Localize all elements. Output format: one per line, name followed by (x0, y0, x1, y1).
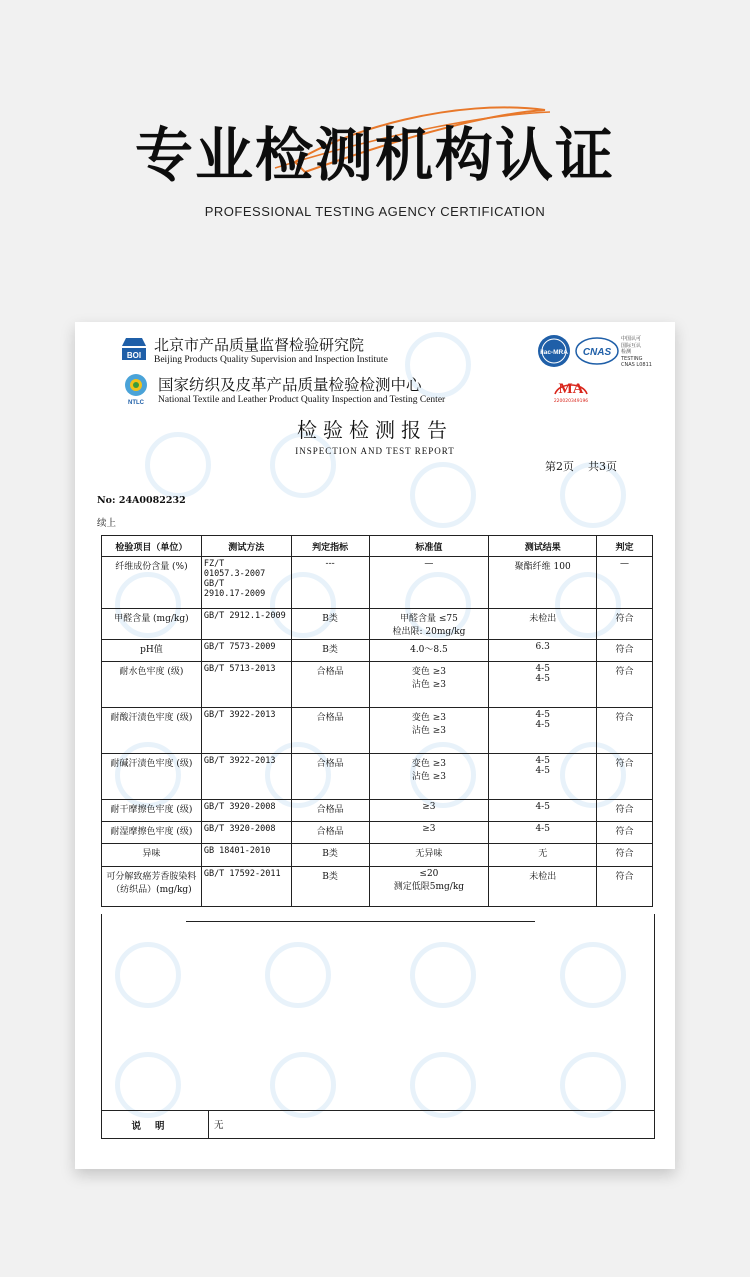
cell-criterion: 合格品 (291, 662, 369, 708)
org1-name-cn: 北京市产品质量监督检验研究院 (154, 336, 365, 354)
report-title-en: INSPECTION AND TEST REPORT (295, 446, 455, 456)
table-header-row (102, 536, 653, 557)
cell-criterion: B类 (291, 640, 369, 662)
cell-result: 4-5 4-5 (489, 754, 597, 800)
table-row (102, 844, 653, 867)
watermark-seal-icon (410, 462, 476, 528)
cell-item: 耐干摩擦色牢度 (级) (102, 800, 202, 822)
hero-subtitle: PROFESSIONAL TESTING AGENCY CERTIFICATION (204, 204, 546, 219)
cell-verdict: 符合 (597, 640, 653, 662)
cell-verdict: 符合 (597, 822, 653, 844)
header-result: 测试结果 (489, 536, 597, 557)
cell-verdict: — (597, 557, 653, 609)
table-row (102, 867, 653, 907)
boi-logo-icon (120, 336, 148, 364)
cell-method: FZ/T 01057.3-2007 GB/T 2910.17-2009 (201, 557, 291, 609)
cell-verdict: 符合 (597, 867, 653, 907)
cma-mark-text: MA (558, 381, 584, 397)
cell-standard: ≥3 (369, 800, 489, 822)
cnas-icon (575, 336, 619, 366)
cell-result: 无 (489, 844, 597, 867)
table-row (102, 708, 653, 754)
blank-area (101, 914, 655, 1110)
cell-standard: 变色 ≥3 沾色 ≥3 (369, 662, 489, 708)
cell-standard: — (369, 557, 489, 609)
ilac-mra-icon (537, 334, 571, 368)
table-row (102, 800, 653, 822)
cell-result: 6.3 (489, 640, 597, 662)
cell-criterion: 合格品 (291, 822, 369, 844)
cell-criterion: 合格品 (291, 800, 369, 822)
remarks-value: 无 (214, 1120, 224, 1131)
cnas-text: CNAS (582, 347, 612, 358)
table-row (102, 754, 653, 800)
cell-criterion: B类 (291, 867, 369, 907)
table-row (102, 662, 653, 708)
header-item: 检验项目（单位） (102, 536, 202, 557)
cell-standard: ≤20 测定低限5mg/kg (369, 867, 489, 907)
ilac-mra-text: ilac-MRA (540, 349, 568, 356)
report-sheet (75, 322, 675, 1169)
cell-method: GB 18401-2010 (201, 844, 291, 867)
cell-method: GB/T 3922-2013 (201, 708, 291, 754)
cell-criterion: 合格品 (291, 754, 369, 800)
cell-standard: 变色 ≥3 沾色 ≥3 (369, 754, 489, 800)
hero-title: 专业检测机构认证 (134, 121, 615, 189)
table-row (102, 557, 653, 609)
cell-criterion: B类 (291, 844, 369, 867)
cell-item: 耐水色牢度 (级) (102, 662, 202, 708)
cell-method: GB/T 3920-2008 (201, 822, 291, 844)
cell-verdict: 符合 (597, 844, 653, 867)
table-row (102, 640, 653, 662)
cell-result: 4-5 4-5 (489, 708, 597, 754)
report-title: 检验检测报告 (297, 418, 453, 442)
cell-verdict: 符合 (597, 609, 653, 640)
cell-verdict: 符合 (597, 800, 653, 822)
cell-item: pH值 (102, 640, 202, 662)
cell-standard: 甲醛含量 ≤75 检出限: 20mg/kg (369, 609, 489, 640)
cell-method: GB/T 3922-2013 (201, 754, 291, 800)
header-method: 测试方法 (201, 536, 291, 557)
org2-name-en: National Textile and Leather Product Quality Inspection and Testing Center (158, 395, 446, 405)
results-body (102, 557, 653, 907)
cell-item: 甲醛含量 (mg/kg) (102, 609, 202, 640)
org2-name-cn: 国家纺织及皮革产品质量检验检测中心 (158, 376, 422, 394)
cma-mark-icon (551, 374, 591, 404)
cell-item: 耐碱汗渍色牢度 (级) (102, 754, 202, 800)
results-table (101, 535, 653, 907)
report-number: No: 24A0082232 (97, 495, 186, 506)
cell-item: 耐湿摩擦色牢度 (级) (102, 822, 202, 844)
cell-method: GB/T 7573-2009 (201, 640, 291, 662)
remarks-label: 说明 (102, 1111, 209, 1138)
cell-verdict: 符合 (597, 662, 653, 708)
cell-criterion: --- (291, 557, 369, 609)
cell-verdict: 符合 (597, 708, 653, 754)
cma-number: 220020349196 (553, 399, 589, 404)
cell-item: 异味 (102, 844, 202, 867)
cell-method: GB/T 3920-2008 (201, 800, 291, 822)
cell-result: 未检出 (489, 867, 597, 907)
continued-label: 续上 (97, 518, 117, 529)
cell-method: GB/T 17592-2011 (201, 867, 291, 907)
cell-criterion: 合格品 (291, 708, 369, 754)
cell-result: 未检出 (489, 609, 597, 640)
cell-standard: 4.0～8.5 (369, 640, 489, 662)
table-row (102, 609, 653, 640)
cell-method: GB/T 5713-2013 (201, 662, 291, 708)
cell-verdict: 符合 (597, 754, 653, 800)
cell-method: GB/T 2912.1-2009 (201, 609, 291, 640)
remarks-row (101, 1110, 655, 1139)
ntlc-logo-text: NTLC (128, 400, 144, 406)
cell-standard: ≥3 (369, 822, 489, 844)
page-info: 第2页 共3页 (545, 460, 617, 473)
header-standard: 标准值 (369, 536, 489, 557)
cell-item: 纤维成份含量 (%) (102, 557, 202, 609)
header-criterion: 判定指标 (291, 536, 369, 557)
org-national-header (120, 372, 445, 406)
end-of-results-line (186, 921, 535, 922)
cell-result: 聚酯纤维 100 (489, 557, 597, 609)
cell-item: 可分解致癌芳香胺染料（纺织品）(mg/kg) (102, 867, 202, 907)
org-beijing-header (120, 334, 388, 365)
cell-criterion: B类 (291, 609, 369, 640)
boi-logo-text: BOI (126, 350, 142, 360)
cell-item: 耐酸汗渍色牢度 (级) (102, 708, 202, 754)
cnas-note: 中国认可 国际互认 检测 TESTING CNAS L0811 (621, 336, 652, 368)
table-row (102, 822, 653, 844)
ntlc-logo-icon (120, 372, 152, 406)
header-verdict: 判定 (597, 536, 653, 557)
org1-name-en: Beijing Products Quality Supervision and Inspection Institute (154, 355, 388, 365)
cell-result: 4-5 (489, 800, 597, 822)
cell-standard: 变色 ≥3 沾色 ≥3 (369, 708, 489, 754)
cell-result: 4-5 4-5 (489, 662, 597, 708)
cell-result: 4-5 (489, 822, 597, 844)
cell-standard: 无异味 (369, 844, 489, 867)
